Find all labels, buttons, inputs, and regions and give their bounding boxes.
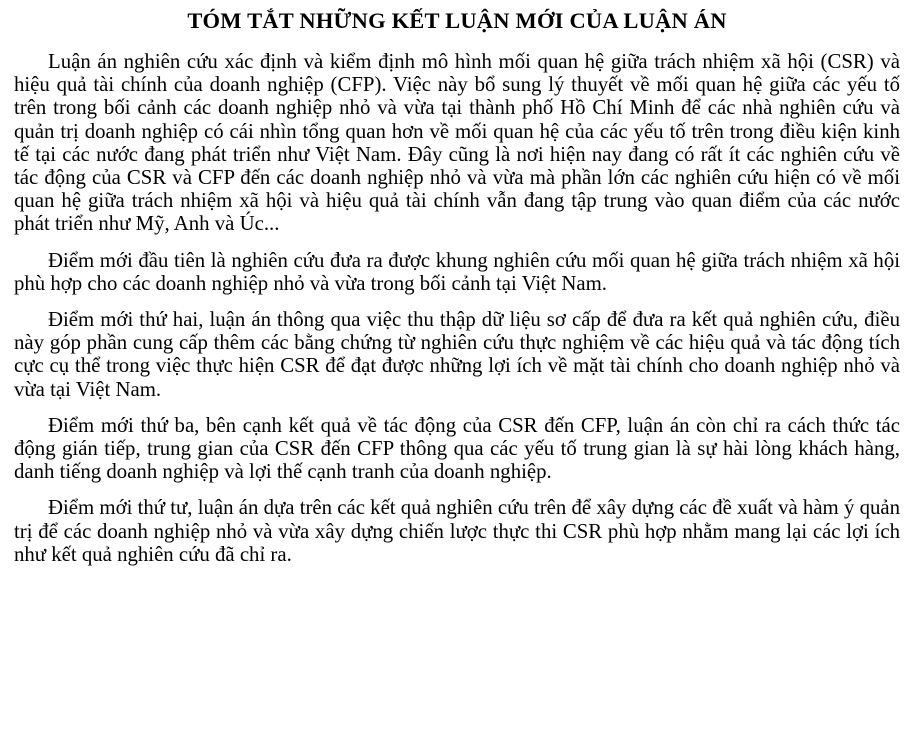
document-page [14,6,900,579]
paragraph-first-point: Điểm mới đầu tiên là nghiên cứu đưa ra được khung nghiên cứu mối quan hệ giữa trách nhiệm xã hội phù hợp cho các doanh nghiệp nhỏ và vừa trong bối cảnh tại Việt Nam. [14,248,900,295]
document-title: TÓM TẮT NHỮNG KẾT LUẬN MỚI CỦA LUẬN ÁN [187,8,727,33]
paragraph-third-point: Điểm mới thứ ba, bên cạnh kết quả về tác động của CSR đến CFP, luận án còn chỉ ra cách thức tác động gián tiếp, trung gian của CSR đến CFP thông qua các yếu tố trung gian là sự hài lòng khách hàng, danh tiếng doanh nghiệp và lợi thế cạnh tranh của doanh nghiệp. [14,413,900,484]
paragraph-intro: Luận án nghiên cứu xác định và kiểm định mô hình mối quan hệ giữa trách nhiệm xã hội (CSR) và hiệu quả tài chính của doanh nghiệp (CFP). Việc này bổ sung lý thuyết về mối quan hệ giữa các yếu tố trên trong bối cảnh các doanh nghiệp nhỏ và vừa tại thành phố Hồ Chí Minh để các nhà nghiên cứu và quản trị doanh nghiệp có cái nhìn tổng quan hơn về mối quan hệ của các yếu tố trên trong điều kiện kinh tế tại các nước đang phát triển như Việt Nam. Đây cũng là nơi hiện nay đang có rất ít các nghiên cứu về tác động của CSR và CFP đến các doanh nghiệp nhỏ và vừa mà phần lớn các nghiên cứu hiện có về mối quan hệ giữa trách nhiệm xã hội và hiệu quả tài chính vẫn đang tập trung vào quan điểm của các nước phát triển như Mỹ, Anh và Úc... [14,50,900,236]
paragraph-second-point: Điểm mới thứ hai, luận án thông qua việc thu thập dữ liệu sơ cấp để đưa ra kết quả nghiên cứu, điều này góp phần cung cấp thêm các bằng chứng từ nghiên cứu thực nghiệm về các hiệu quả và tác động tích cực cụ thể trong việc thực hiện CSR để đạt được những lợi ích về mặt tài chính cho doanh nghiệp nhỏ và vừa tại Việt Nam. [14,308,900,401]
paragraph-fourth-point: Điểm mới thứ tư, luận án dựa trên các kết quả nghiên cứu trên để xây dựng các đề xuất và hàm ý quản trị để các doanh nghiệp nhỏ và vừa xây dựng chiến lược thực thi CSR phù hợp nhằm mang lại các lợi ích như kết quả nghiên cứu đã chỉ ra. [14,496,900,566]
